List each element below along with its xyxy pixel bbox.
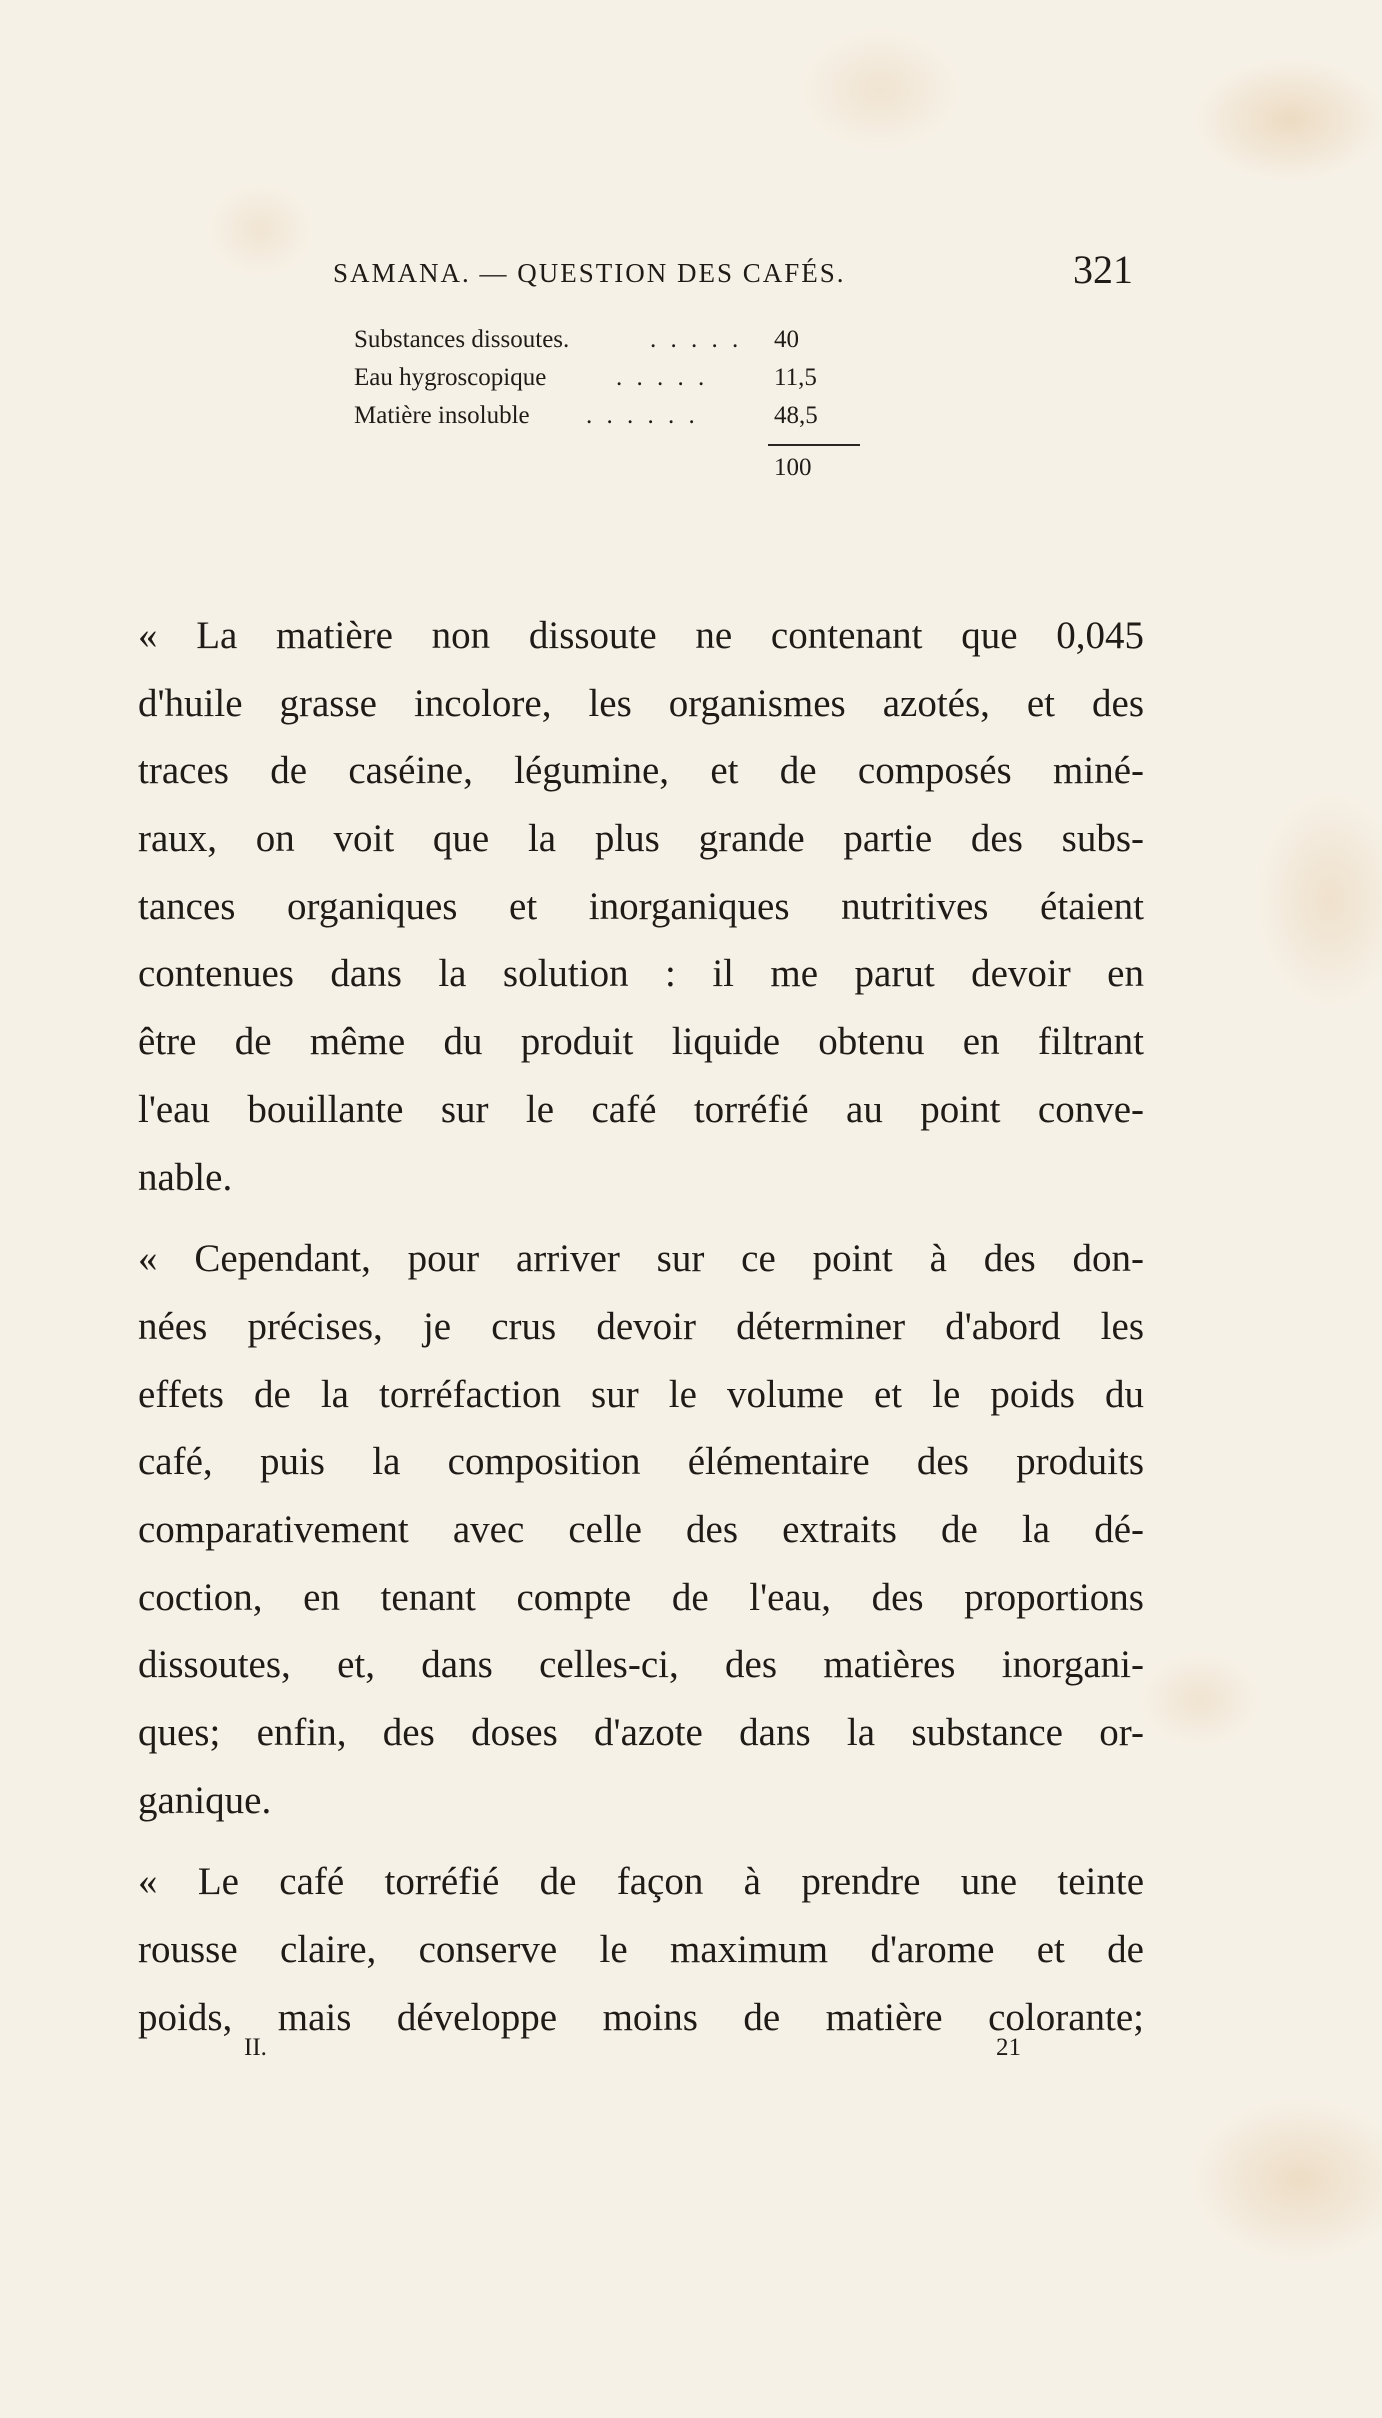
text-line: comparativement avec celle des extraits de la dé-	[138, 1507, 1144, 1551]
signature-volume: II.	[244, 2034, 267, 2061]
total-rule	[768, 444, 860, 446]
row-label: Substances dissoutes.	[354, 326, 570, 353]
page-footer	[244, 2034, 1044, 2074]
row-value: 48,5	[774, 402, 818, 429]
paragraph-gap	[138, 1834, 1144, 1848]
composition-table	[354, 326, 864, 481]
text-line: « Le café torréfié de façon à prendre une teinte	[138, 1860, 1144, 1904]
paragraph-gap	[138, 1211, 1144, 1225]
table-row	[354, 326, 864, 364]
text-line: d'huile grasse incolore, les organismes azotés, et des	[138, 681, 1144, 725]
body-text	[138, 602, 1144, 2051]
signature-sheet: 21	[996, 2034, 1021, 2061]
row-value: 11,5	[774, 364, 817, 391]
text-line: l'eau bouillante sur le café torréfié au point conve-	[138, 1087, 1144, 1131]
page-header	[333, 246, 1133, 306]
text-line: rousse claire, conserve le maximum d'arome et de	[138, 1928, 1144, 1972]
text-line: effets de la torréfaction sur le volume et le poids du	[138, 1372, 1144, 1416]
row-leader-dots: . . . . .	[616, 364, 709, 391]
row-value: 40	[774, 326, 799, 353]
text-line: être de même du produit liquide obtenu en filtrant	[138, 1020, 1144, 1064]
table-total: 100	[774, 454, 812, 481]
text-line: ganique.	[138, 1778, 272, 1822]
text-line: « La matière non dissoute ne contenant que 0,045	[138, 614, 1144, 657]
text-line: contenues dans la solution : il me parut devoir en	[138, 952, 1144, 996]
table-row	[354, 364, 864, 402]
row-leader-dots: . . . . .	[650, 326, 743, 353]
text-line: traces de caséine, légumine, et de composés miné-	[138, 749, 1144, 793]
text-line: nées précises, je crus devoir déterminer d'abord les	[138, 1304, 1144, 1348]
row-label: Eau hygroscopique	[354, 364, 547, 391]
text-line: ques; enfin, des doses d'azote dans la substance or-	[138, 1711, 1144, 1754]
text-line: coction, en tenant compte de l'eau, des proportions	[138, 1575, 1144, 1619]
row-label: Matière insoluble	[354, 402, 530, 429]
text-line: « Cependant, pour arriver sur ce point à des don-	[138, 1237, 1144, 1281]
running-head: SAMANA. — QUESTION DES CAFÉS.	[333, 258, 846, 288]
table-row	[354, 402, 864, 440]
text-line: raux, on voit que la plus grande partie des subs-	[138, 817, 1144, 861]
text-line: dissoutes, et, dans celles-ci, des matières inorgani-	[138, 1643, 1144, 1687]
page-number: 321	[1073, 247, 1133, 292]
text-line: poids, mais développe moins de matière colorante;	[138, 1995, 1144, 2039]
text-line: nable.	[138, 1155, 233, 1199]
text-line: tances organiques et inorganiques nutritives étaient	[138, 884, 1144, 928]
row-leader-dots: . . . . . .	[586, 402, 699, 429]
text-line: café, puis la composition élémentaire des produits	[138, 1440, 1144, 1484]
